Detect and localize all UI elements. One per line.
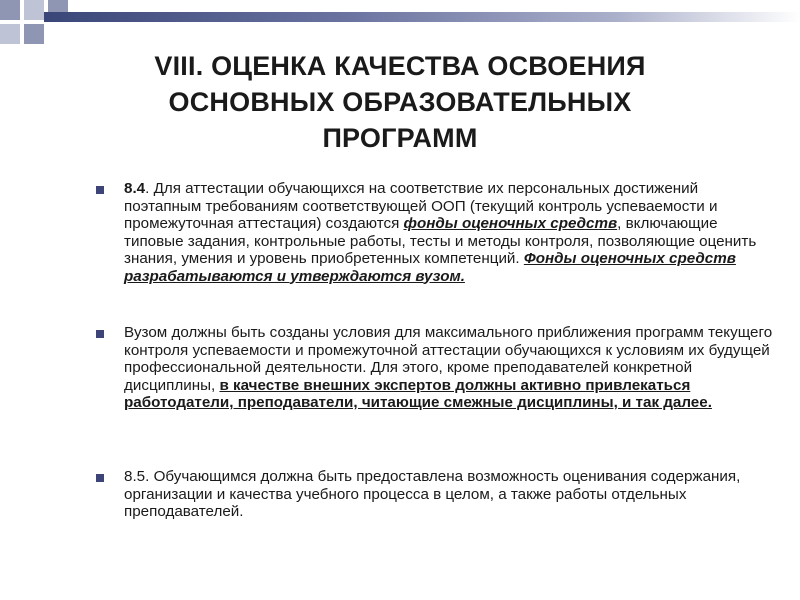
bullet-marker-icon	[96, 186, 104, 194]
decor-square	[24, 24, 44, 44]
paragraph-text: . Обучающимся должна быть предоставлена возможность оценивания содержания, организации и качества учебного процесса в целом, а также работы отдельных преподавателей.	[124, 468, 741, 520]
header-bar	[44, 12, 800, 22]
decor-square	[0, 24, 20, 44]
emphasis-text: в качестве внешних экспертов должны активно привлекаться работодатели, преподаватели, читающие смежные дисциплины, и так далее.	[124, 376, 712, 411]
emphasis-text: фонды оценочных средств	[403, 215, 618, 232]
bullet-paragraph	[124, 468, 774, 521]
title-line: VIII. ОЦЕНКА КАЧЕСТВА ОСВОЕНИЯ	[154, 51, 646, 81]
paragraph-text: Вузом должны быть созданы условия для максимального приближения программ текущего контроля успеваемости и промежуточной аттестации обучающихся к условиям их будущей профессиональной деятельности. Для этого, кроме преподавателей конкретной дисциплины,	[124, 324, 773, 394]
emphasis-text: Фонды оценочных средств разрабатываются и утверждаются вузом.	[124, 250, 736, 285]
paragraph-text: , включающие типовые задания, контрольные работы, тесты и методы контроля, позволяющие оценить знания, умения и уровень приобретенных компетенций.	[124, 215, 757, 267]
point-number: 8.4	[124, 180, 146, 197]
bullet-paragraph	[124, 180, 774, 285]
bullet-marker-icon	[96, 474, 104, 482]
title-line: ПРОГРАММ	[322, 123, 478, 153]
paragraph-text: . Для аттестации обучающихся на соответствие их персональных достижений поэтапным требованиям соответствующей ООП (текущий контроль успеваемости и промежуточная аттестация) создаются	[124, 180, 718, 232]
decor-square	[0, 0, 20, 20]
bullet-marker-icon	[96, 330, 104, 338]
decor-square	[24, 0, 44, 20]
point-number: 8.5	[124, 468, 146, 485]
title-line: ОСНОВНЫХ ОБРАЗОВАТЕЛЬНЫХ	[168, 87, 632, 117]
bullet-paragraph	[124, 324, 774, 412]
slide-title	[60, 48, 740, 156]
